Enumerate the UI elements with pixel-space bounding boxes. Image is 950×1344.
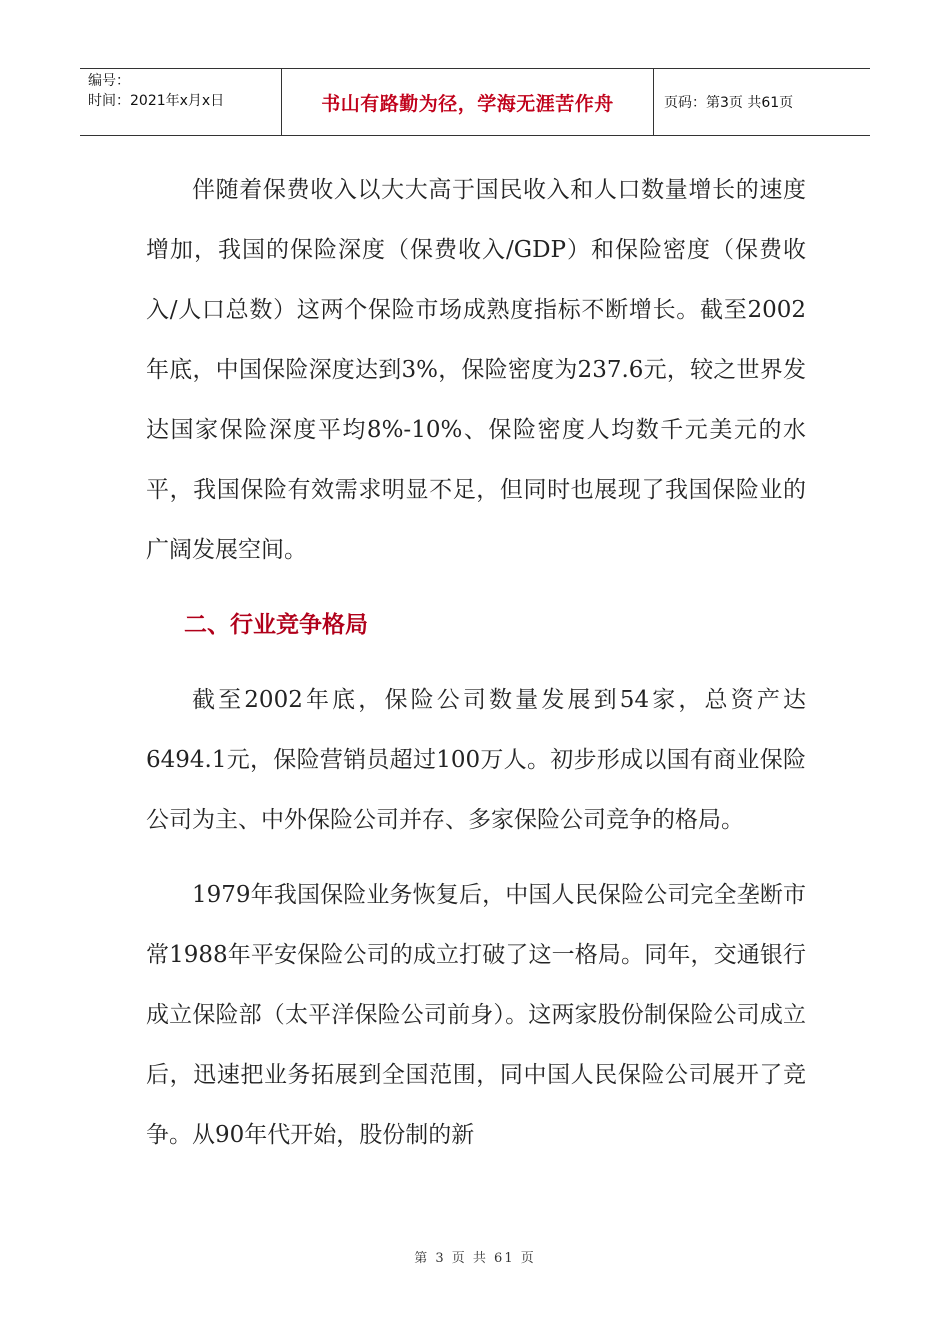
spacer: [146, 655, 806, 670]
document-number-label: 编号：: [88, 73, 130, 89]
document-date: 时间：2021年x月x日: [88, 93, 225, 109]
header-page-info: 页码：第3页 共61页: [664, 95, 794, 111]
header-meta: [80, 69, 282, 135]
page-footer: 第 3 页 共 61 页: [414, 1251, 536, 1266]
spacer: [146, 580, 806, 595]
document-body: [146, 160, 806, 1165]
section-heading-competition: 二、行业竞争格局: [184, 612, 368, 638]
page-header: [80, 68, 870, 136]
paragraph-insurance-depth: 伴随着保费收入以大大高于国民收入和人口数量增长的速度增加，我国的保险深度（保费收入/GDP）和保险密度（保费收入/人口总数）这两个保险市场成熟度指标不断增长。截至2002年底，中国保险深度达到3%，保险密度为237.6元，较之世界发达国家保险深度平均8%-10%、保险密度人均数千元美元的水平，我国保险有效需求明显不足，但同时也展现了我国保险业的广阔发展空间。: [146, 177, 806, 563]
header-motto: 书山有路勤为径，学海无涯苦作舟: [282, 69, 654, 135]
paragraph-company-count: 截至2002年底，保险公司数量发展到54家，总资产达6494.1元，保险营销员超过100万人。初步形成以国有商业保险公司为主、中外保险公司并存、多家保险公司竞争的格局。: [146, 687, 806, 833]
spacer: [146, 850, 806, 865]
paragraph-history: 1979年我国保险业务恢复后，中国人民保险公司完全垄断市常1988年平安保险公司的成立打破了这一格局。同年，交通银行成立保险部（太平洋保险公司前身）。这两家股份制保险公司成立后，迅速把业务拓展到全国范围，同中国人民保险公司展开了竞争。从90年代开始，股份制的新: [146, 882, 806, 1148]
